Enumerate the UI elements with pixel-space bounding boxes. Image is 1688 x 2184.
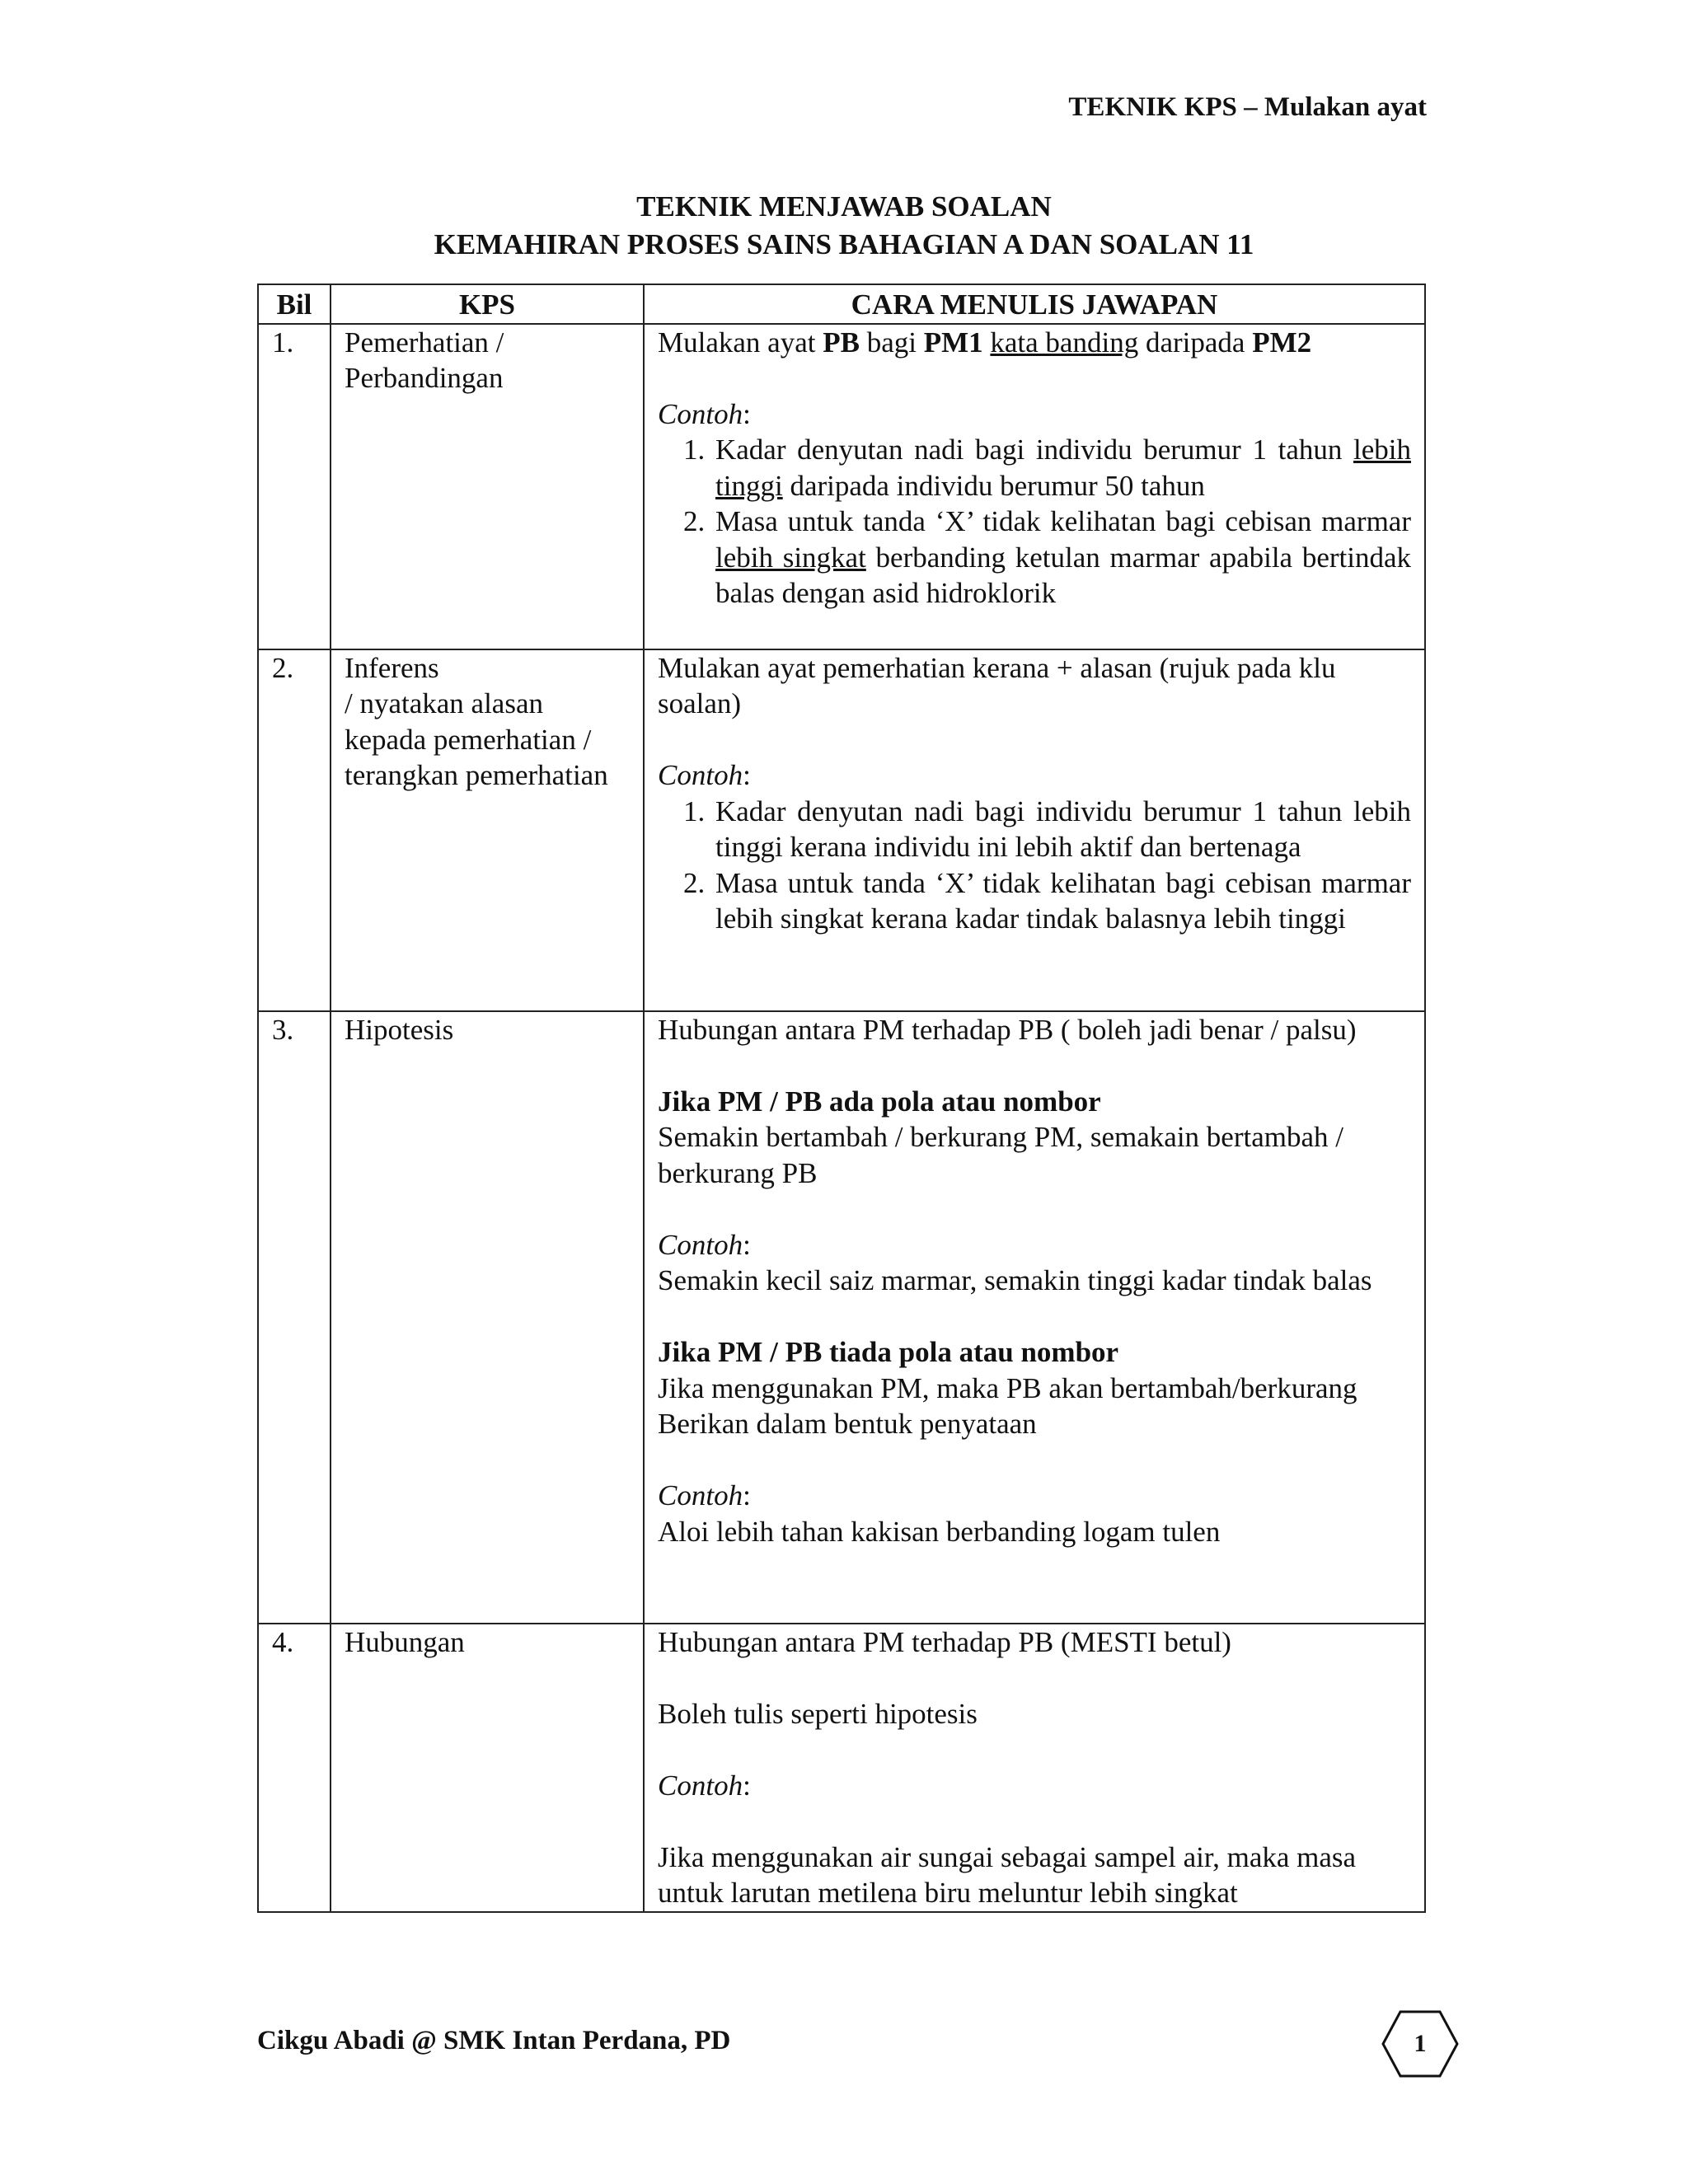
kps-line: terangkan pemerhatian	[345, 759, 608, 791]
example-text: Aloi lebih tahan kakisan berbanding logam tulen	[658, 1515, 1221, 1548]
cara-cell	[644, 1624, 1425, 1912]
note-text: Boleh tulis seperti hipotesis	[658, 1697, 978, 1730]
rule-text: Berikan dalam bentuk penyataan	[658, 1408, 1037, 1440]
instruction-text: Mulakan ayat pemerhatian kerana + alasan (rujuk pada klu soalan)	[658, 651, 1336, 719]
bil-cell: 2.	[258, 649, 331, 1011]
instruction-text: Hubungan antara PM terhadap PB (MESTI betul)	[658, 1625, 1231, 1658]
subheading: Jika PM / PB ada pola atau nombor	[658, 1085, 1101, 1118]
bil-cell: 1.	[258, 324, 331, 649]
table-row	[258, 1011, 1425, 1624]
kps-line: Inferens	[345, 651, 439, 684]
instruction-text: Mulakan ayat PB bagi PM1 kata banding daripada PM2	[658, 326, 1312, 359]
table-row	[258, 649, 1425, 1011]
table-header-row	[258, 284, 1425, 324]
example-label: Contoh:	[658, 1228, 751, 1261]
list-item: 1. Kadar denyutan nadi bagi individu berumur 1 tahun lebih tinggi kerana individu ini lebih aktif dan bertenaga	[712, 794, 1411, 865]
kps-line: / nyatakan alasan	[345, 687, 544, 719]
example-label: Contoh:	[658, 1769, 751, 1802]
kps-cell	[331, 1011, 644, 1624]
example-label: Contoh:	[658, 1479, 751, 1511]
bil-cell: 3.	[258, 1011, 331, 1624]
list-item: 1. Kadar denyutan nadi bagi individu berumur 1 tahun lebih tinggi daripada individu berumur 50 tahun	[712, 432, 1411, 504]
cara-cell	[644, 649, 1425, 1011]
example-list	[658, 794, 1411, 937]
kps-table	[257, 284, 1426, 1913]
table-row	[258, 324, 1425, 649]
kps-line: Hubungan	[345, 1625, 465, 1658]
list-item: 2. Masa untuk tanda ‘X’ tidak kelihatan bagi cebisan marmar lebih singkat berbanding ketulan marmar apabila bertindak balas dengan asid hidroklorik	[712, 504, 1411, 612]
kps-cell	[331, 1624, 644, 1912]
example-label: Contoh:	[658, 759, 751, 791]
cara-cell	[644, 324, 1425, 649]
page-number-badge	[1381, 2009, 1460, 2079]
example-list	[658, 432, 1411, 612]
footer-author: Cikgu Abadi @ SMK Intan Perdana, PD	[257, 2026, 731, 2055]
header-kps: KPS	[331, 284, 644, 324]
instruction-text: Hubungan antara PM terhadap PB ( boleh jadi benar / palsu)	[658, 1013, 1357, 1046]
kps-line: Hipotesis	[345, 1013, 454, 1046]
page-number: 1	[1414, 2030, 1427, 2057]
example-label: Contoh:	[658, 397, 751, 430]
example-text: Jika menggunakan air sungai sebagai sampel air, maka masa untuk larutan metilena biru meluntur lebih singkat	[658, 1840, 1357, 1909]
subheading: Jika PM / PB tiada pola atau nombor	[658, 1336, 1119, 1368]
document-title-line2: KEMAHIRAN PROSES SAINS BAHAGIAN A DAN SOALAN 11	[434, 228, 1254, 260]
list-item: 2. Masa untuk tanda ‘X’ tidak kelihatan bagi cebisan marmar lebih singkat kerana kadar tindak balasnya lebih tinggi	[712, 865, 1411, 937]
example-text: Semakin kecil saiz marmar, semakin tinggi kadar tindak balas	[658, 1264, 1372, 1296]
table-row	[258, 1624, 1425, 1912]
rule-text: Semakin bertambah / berkurang PM, semakain bertambah / berkurang PB	[658, 1121, 1343, 1189]
header-cara: CARA MENULIS JAWAPAN	[644, 284, 1425, 324]
bil-cell: 4.	[258, 1624, 331, 1912]
kps-line: kepada pemerhatian /	[345, 723, 592, 756]
kps-cell	[331, 324, 644, 649]
header-bil: Bil	[258, 284, 331, 324]
cara-cell	[644, 1011, 1425, 1624]
kps-line: Perbandingan	[345, 362, 504, 394]
kps-cell	[331, 649, 644, 1011]
rule-text: Jika menggunakan PM, maka PB akan bertambah/berkurang	[658, 1371, 1357, 1404]
running-header: TEKNIK KPS – Mulakan ayat	[1068, 92, 1427, 122]
document-title-line1: TEKNIK MENJAWAB SOALAN	[636, 190, 1052, 223]
kps-line: Pemerhatian /	[345, 326, 504, 359]
